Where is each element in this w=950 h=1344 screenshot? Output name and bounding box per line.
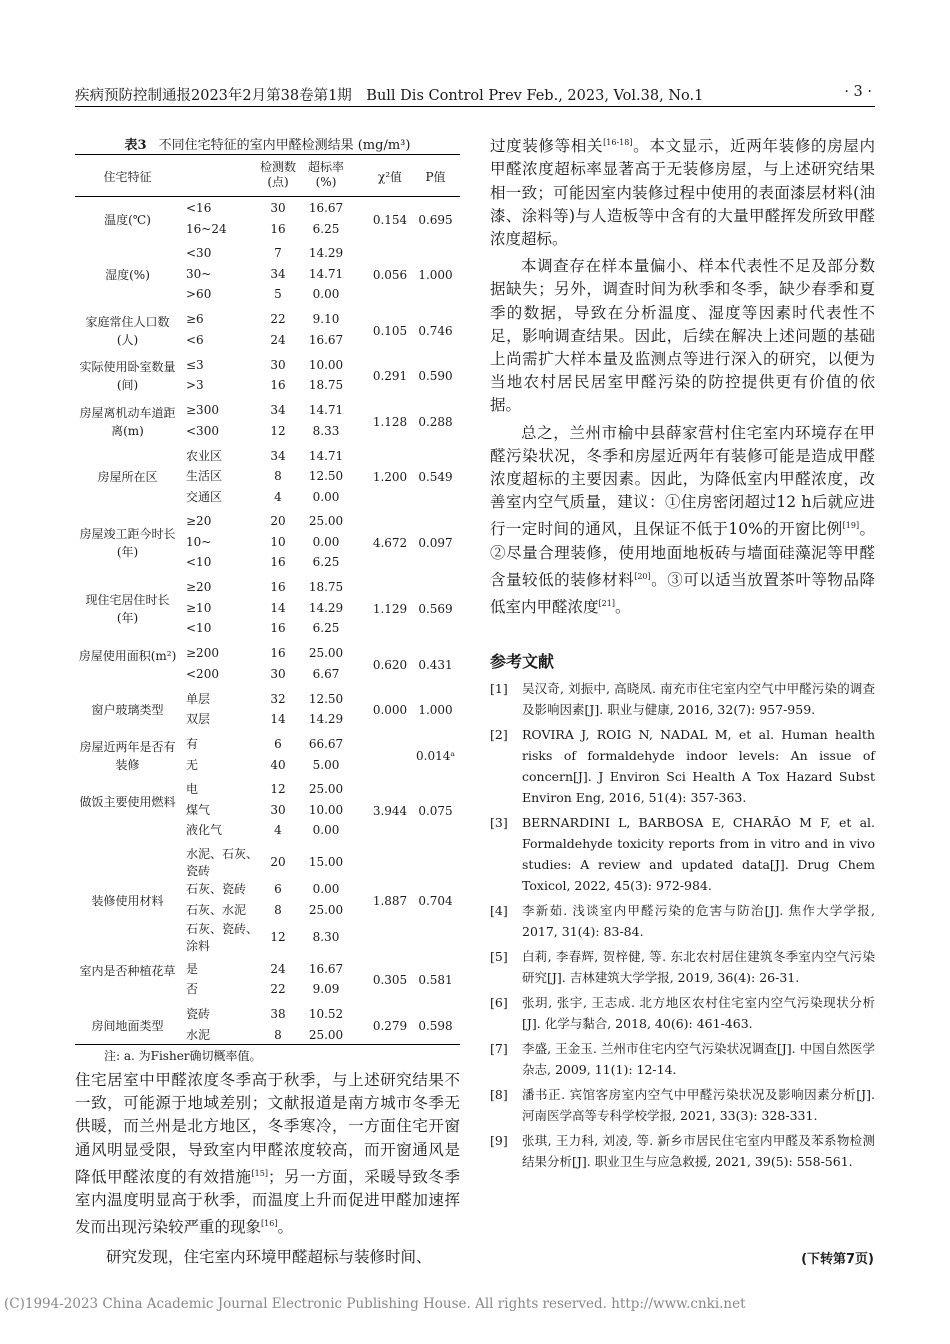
- table-chi-value: 1.129: [372, 602, 408, 617]
- table-count: 14: [270, 600, 286, 615]
- table-rate: 6.67: [312, 666, 340, 681]
- table-rate: 8.30: [312, 930, 340, 945]
- table-chi-value: 0.291: [372, 369, 408, 384]
- table-subgroup: 单层: [186, 691, 211, 706]
- right-cite-20: [20]: [634, 571, 651, 581]
- table-rate: 15.00: [308, 855, 344, 870]
- table-rate: 25.00: [308, 902, 344, 917]
- table-rate: 0.00: [312, 287, 340, 302]
- reference-number: [8]: [490, 1087, 508, 1102]
- table-rate: 0.00: [312, 534, 340, 549]
- table-count: 8: [274, 1027, 282, 1042]
- table-p-value: 0.598: [418, 1018, 453, 1033]
- reference-number: [9]: [490, 1133, 508, 1148]
- table-count: 34: [270, 448, 286, 463]
- table-p-value: 0.097: [418, 536, 453, 551]
- table-rate: 10.00: [308, 357, 344, 372]
- table-subgroup: 煤气: [186, 802, 211, 817]
- table-rate: 0.00: [312, 823, 340, 838]
- table-subgroup: <10: [186, 555, 212, 570]
- references-heading: 参考文献: [490, 652, 555, 671]
- table-rate: 14.71: [308, 403, 344, 418]
- table-rate: 5.00: [312, 757, 340, 772]
- table-p-value: 1.000: [418, 703, 453, 718]
- th-chi: χ²值: [377, 170, 403, 184]
- table-note: 注: a. 为Fisher确切概率值。: [104, 1049, 262, 1063]
- table-group-name: 窗户玻璃类型: [91, 703, 164, 718]
- table-header-rule: [75, 196, 460, 197]
- reference-item: [490, 946, 875, 988]
- table-rate: 6.25: [312, 621, 340, 636]
- reference-item: [490, 1084, 875, 1126]
- table-chi-value: 4.672: [372, 536, 408, 551]
- right-column-text: [490, 131, 875, 620]
- table-rate: 25.00: [308, 514, 344, 529]
- table-rate: 16.67: [308, 332, 344, 347]
- table-subgroup: 是: [186, 961, 199, 976]
- table-chi-value: 1.200: [372, 470, 408, 485]
- left-cite-16: [16]: [261, 1219, 278, 1229]
- table-count: 16: [270, 621, 286, 636]
- table-group-name: 家庭常住人口数(人): [85, 314, 170, 347]
- table-subgroup: 10~: [186, 534, 212, 549]
- right-p3: 总之，兰州市榆中县薛家营村住宅室内环境存在甲醛污染状况，冬季和房屋近两年有装修可能是造成甲醛浓度超标的主要因素。因此，为降低室内甲醛浓度，改善室内空气质量，建议：①住房密闭超过12 h后就应进行一定时间的通风，且保证不低于10%的开窗比例: [490, 423, 875, 539]
- table-rate: 14.71: [308, 448, 344, 463]
- table-p-value: 0.590: [418, 369, 453, 384]
- table-p-value: 0.431: [418, 657, 453, 672]
- table-chi-value: 0.279: [372, 1018, 408, 1033]
- table-subgroup: <10: [186, 621, 212, 636]
- table-rate: 25.00: [308, 646, 344, 661]
- reference-item: [490, 1038, 875, 1080]
- table-count: 30: [270, 357, 286, 372]
- right-cite-21: [21]: [598, 599, 615, 609]
- reference-number: [5]: [490, 949, 508, 964]
- right-p3d: 。: [614, 598, 631, 617]
- table-rate: 14.29: [308, 712, 344, 727]
- table-count: 12: [270, 930, 286, 945]
- table-subgroup: <200: [186, 666, 219, 681]
- table-count: 16: [270, 221, 286, 236]
- table-count: 7: [274, 246, 282, 261]
- table-rate: 6.25: [312, 221, 340, 236]
- table-count: 32: [270, 691, 286, 706]
- table-count: 16: [270, 580, 286, 595]
- table-count: 4: [274, 489, 282, 504]
- table-group-name: 房屋使用面积(m²): [78, 648, 177, 663]
- table-subgroup: 液化气: [186, 823, 223, 838]
- table-caption-text: 不同住宅特征的室内甲醛检测结果 (mg/m³): [158, 138, 411, 153]
- table-rate: 0.00: [312, 882, 340, 897]
- left-p1b: ；另一方面，采暖导致冬季室内温度明显高于秋季，而温度上升而促进甲醛加速挥发而出现污染较严重的现象: [75, 1167, 460, 1237]
- reference-number: [4]: [490, 903, 508, 918]
- table-count: 20: [270, 514, 286, 529]
- right-p3b: 。②尽量合理装修，使用地面地板砖与墙面硅藻泥等甲醛含量较低的装修材料: [490, 520, 875, 590]
- table-group-name: 房屋竣工距今时长(年): [79, 527, 176, 560]
- table-chi-value: 1.128: [372, 414, 408, 429]
- table-chi-value: 0.305: [372, 973, 408, 988]
- reference-text: ROVIRA J, ROIG N, NADAL M, et al. Human health risks of formaldehyde indoor levels: An issue of concern[J]. J Environ Sci Health A Tox Hazard Subst Environ Eng, 2016, 51(4): 357-363.: [522, 727, 875, 805]
- table-subgroup: 无: [186, 757, 199, 772]
- table-count: 40: [270, 757, 286, 772]
- table-group-name: 现住宅居住时长(年): [85, 593, 170, 626]
- right-p2: 本调查存在样本量偏小、样本代表性不足及部分数据缺失；另外，调查时间为秋季和冬季，缺少春季和夏季的数据，导致在分析温度、湿度等因素时代表性不足，影响调查结果。因此，后续在解决上述问题的基础上尚需扩大样本量及监测点等进行深入的研究，以便为当地农村居民居室甲醛污染的防控提供更有价值的依据。: [490, 257, 875, 415]
- table-group-name: 实际使用卧室数量(间): [79, 360, 176, 393]
- table-count: 16: [270, 646, 286, 661]
- table-subgroup: ≥200: [186, 646, 219, 661]
- table-subgroup: >60: [186, 287, 212, 302]
- table-count: 24: [270, 961, 286, 976]
- table-subgroup: ≤3: [186, 357, 204, 372]
- table-rate: 14.29: [308, 246, 344, 261]
- table-subgroup: ≥300: [186, 403, 219, 418]
- reference-text: 李新茹. 浅谈室内甲醛污染的危害与防治[J]. 焦作大学学报, 2017, 31(4): 83-84.: [522, 903, 875, 939]
- table-subgroup: 农业区: [186, 448, 223, 463]
- reference-number: [1]: [490, 681, 508, 696]
- reference-number: [2]: [490, 727, 508, 742]
- table-group-name: 房屋所在区: [97, 470, 158, 485]
- table-subgroup: 双层: [186, 712, 211, 727]
- table-group-name: 做饭主要使用燃料: [79, 795, 176, 810]
- table-rate: 16.67: [308, 961, 344, 976]
- table-count: 5: [274, 287, 282, 302]
- table-subgroup: 石灰、水泥: [186, 902, 247, 917]
- page-number: · 3 ·: [844, 84, 872, 100]
- reference-item: [490, 724, 875, 808]
- table-subgroup: 否: [186, 982, 199, 997]
- header-rule: [75, 106, 875, 107]
- th-count: 检测数(点): [259, 160, 296, 189]
- table-p-value: 0.695: [418, 212, 453, 227]
- reference-number: [6]: [490, 995, 508, 1010]
- table-rate: 12.50: [308, 691, 344, 706]
- table-subgroup: ≥20: [186, 580, 212, 595]
- table-rate: 9.10: [312, 312, 340, 327]
- table-count: 12: [270, 782, 286, 797]
- table-rate: 10.00: [308, 802, 344, 817]
- th-p: P值: [425, 170, 446, 184]
- table-count: 6: [274, 737, 282, 751]
- table-rate: 16.67: [308, 201, 344, 215]
- table-subgroup: 水泥: [186, 1027, 211, 1042]
- table-subgroup: >3: [186, 378, 204, 393]
- reference-item: [490, 678, 875, 720]
- table-rate: 66.67: [308, 737, 344, 751]
- table-rate: 14.29: [308, 600, 344, 615]
- left-cite-15: [15]: [251, 1168, 268, 1178]
- table-rate: 25.00: [308, 1027, 344, 1042]
- left-p1: 住宅居室中甲醛浓度冬季高于秋季，与上述研究结果不一致，可能源于地域差别；文献报道是南方城市冬季无供暖，而兰州是北方地区，冬季寒冷，一方面住宅开窗通风明显受限，导致室内甲醛浓度较高，而开窗通风是降低甲醛浓度的有效措施: [75, 1071, 460, 1186]
- table-group-name: 装修使用材料: [91, 893, 164, 908]
- table-subgroup: 有: [186, 737, 199, 751]
- table-count: 8: [274, 469, 282, 483]
- table-count: 4: [274, 823, 282, 838]
- reference-text: 张玥, 张宇, 王志成. 北方地区农村住宅室内空气污染现状分析[J]. 化学与黏合, 2018, 40(6): 461-463.: [522, 995, 875, 1031]
- reference-text: BERNARDINI L, BARBOSA E, CHARÃO M F, et al. Formaldehyde toxicity reports from in vitro and in vivo studies: A review and updated data[J]. Drug Chem Toxicol, 2022, 45(3): 972-984.: [522, 815, 875, 893]
- table-bottom-rule: [75, 1044, 460, 1045]
- table-subgroup: 水泥、石灰、瓷砖: [186, 847, 259, 879]
- table-chi-value: 1.887: [372, 893, 408, 908]
- table-subgroup: 生活区: [186, 469, 223, 483]
- table-count: 16: [270, 378, 286, 393]
- table-rate: 0.00: [312, 489, 340, 504]
- copyright-footer: (C)1994-2023 China Academic Journal Electronic Publishing House. All rights reserved. http://www.cnki.net: [4, 1296, 746, 1312]
- table-count: 14: [270, 712, 286, 727]
- table-label: 表3: [124, 138, 147, 153]
- table-group-name: 温度(℃): [104, 212, 151, 227]
- table-chi-value: 0.154: [372, 212, 408, 227]
- reference-text: 潘书正. 宾馆客房室内空气中甲醛污染状况及影响因素分析[J]. 河南医学高等专科学校学报, 2021, 33(3): 328-331.: [522, 1087, 875, 1123]
- table-count: 12: [270, 423, 286, 438]
- table-rate: 6.25: [312, 555, 340, 570]
- table-count: 22: [270, 982, 286, 997]
- table-rate: 25.00: [308, 782, 344, 797]
- table-chi-value: 0.105: [372, 323, 408, 338]
- table-group-name: 房屋离机动车道距离(m): [79, 405, 176, 438]
- reference-number: [3]: [490, 815, 508, 830]
- table-subgroup: 瓷砖: [186, 1007, 211, 1022]
- right-p1: 过度装修等相关: [490, 137, 604, 156]
- reference-text: 张琪, 王力科, 刘凌, 等. 新乡市居民住宅室内甲醛及苯系物检测结果分析[J]. 职业卫生与应急救援, 2021, 39(5): 558-561.: [522, 1133, 875, 1169]
- table-group-name: 房屋近两年是否有装修: [79, 739, 176, 772]
- reference-text: 白莉, 李春辉, 贺梓健, 等. 东北农村居住建筑冬季室内空气污染研究[J]. 吉林建筑大学学报, 2019, 36(4): 26-31.: [522, 949, 875, 985]
- table-subgroup: 30~: [186, 266, 212, 281]
- reference-text: 吴汉奇, 刘振中, 高晓凤. 南充市住宅室内空气中甲醛污染的调查及影响因素[J]. 职业与健康, 2016, 32(7): 957-959.: [522, 681, 875, 717]
- table-count: 38: [270, 1007, 286, 1022]
- table-p-value: 0.746: [418, 323, 453, 338]
- table-rate: 12.50: [308, 469, 344, 483]
- table-subgroup: <300: [186, 423, 219, 438]
- table-rate: 9.09: [312, 982, 340, 997]
- right-p1b: 。本文显示，近两年装修的房屋内甲醛浓度超标率显著高于无装修房屋，与上述研究结果相一致；可能因室内装修过程中使用的表面漆层材料(油漆、涂料等)与人造板等中含有的大量甲醛挥发所致甲醛浓度超标。: [490, 137, 875, 248]
- table-rate: 14.71: [308, 266, 344, 281]
- table-count: 34: [270, 266, 286, 281]
- table-p-value: 0.569: [418, 602, 453, 617]
- table-chi-value: 0.000: [372, 703, 408, 718]
- table-chi-value: 3.944: [372, 804, 408, 819]
- reference-number: [7]: [490, 1041, 508, 1056]
- table-p-value: 0.581: [418, 973, 453, 988]
- reference-item: [490, 812, 875, 896]
- table-subgroup: ≥10: [186, 600, 212, 615]
- table-count: 6: [274, 882, 282, 897]
- reference-item: [490, 900, 875, 942]
- table-count: 30: [270, 802, 286, 817]
- table-count: 22: [270, 312, 286, 327]
- right-cite-16-18: [16-18]: [603, 138, 633, 147]
- table-group-name: 室内是否种植花草: [79, 964, 176, 979]
- table-rate: 8.33: [312, 423, 340, 438]
- table-caption: [75, 134, 460, 153]
- reference-text: 李盛, 王金玉. 兰州市住宅内空气污染状况调查[J]. 中国自然医学杂志, 2009, 11(1): 12-14.: [522, 1041, 875, 1077]
- table-top-rule: [75, 154, 460, 155]
- table-rate: 10.52: [308, 1007, 344, 1022]
- table-p-value: 0.014ᵃ: [416, 748, 455, 763]
- left-p2: 研究发现，住宅室内环境甲醛超标与装修时间、: [106, 1247, 432, 1266]
- table-count: 30: [270, 201, 286, 215]
- table-count: 20: [270, 855, 286, 870]
- right-p3c: 。③可以适当放置茶叶等物品降低室内甲醛浓度: [490, 571, 875, 617]
- table-count: 30: [270, 666, 286, 681]
- table-subgroup: <30: [186, 246, 212, 261]
- table-count: 8: [274, 902, 282, 917]
- right-cite-19: [19]: [842, 521, 860, 531]
- table-subgroup: 电: [186, 782, 199, 797]
- running-header: 疾病预防控制通报2023年2月第38卷第1期 Bull Dis Control Prev Feb., 2023, Vol.38, No.1: [75, 88, 704, 104]
- table-rate: 18.75: [308, 580, 344, 595]
- th-rate: 超标率(%): [307, 160, 344, 189]
- continued-note: (下转第7页): [801, 1252, 874, 1267]
- table-p-value: 1.000: [418, 268, 453, 283]
- table-p-value: 0.549: [418, 470, 453, 485]
- reference-item: [490, 1130, 875, 1172]
- table-subgroup: ≥6: [186, 312, 204, 327]
- table-p-value: 0.704: [418, 893, 453, 908]
- table-chi-value: 0.056: [372, 268, 408, 283]
- table-count: 24: [270, 332, 286, 347]
- table-subgroup: <6: [186, 332, 204, 347]
- table-subgroup: 16~24: [186, 221, 227, 236]
- table-count: 16: [270, 555, 286, 570]
- reference-list: [490, 678, 875, 1176]
- th-feature: 住宅特征: [103, 170, 152, 184]
- table-p-value: 0.288: [418, 414, 453, 429]
- table-count: 34: [270, 403, 286, 418]
- table-subgroup: ≥20: [186, 514, 212, 529]
- table-chi-value: 0.620: [372, 657, 408, 672]
- table-group-name: 房间地面类型: [91, 1018, 164, 1033]
- table-subgroup: 石灰、瓷砖: [186, 882, 247, 897]
- table-count: 10: [270, 534, 286, 549]
- table-p-value: 0.075: [418, 804, 453, 819]
- table-subgroup: 交通区: [186, 489, 223, 504]
- table-subgroup: <16: [186, 201, 212, 215]
- left-p1c: 。: [277, 1218, 293, 1237]
- table-rate: 18.75: [308, 378, 344, 393]
- table-group-name: 湿度(%): [105, 268, 150, 283]
- table-subgroup: 石灰、瓷砖、涂料: [186, 922, 259, 954]
- left-column-text: [75, 1069, 460, 1269]
- reference-item: [490, 992, 875, 1034]
